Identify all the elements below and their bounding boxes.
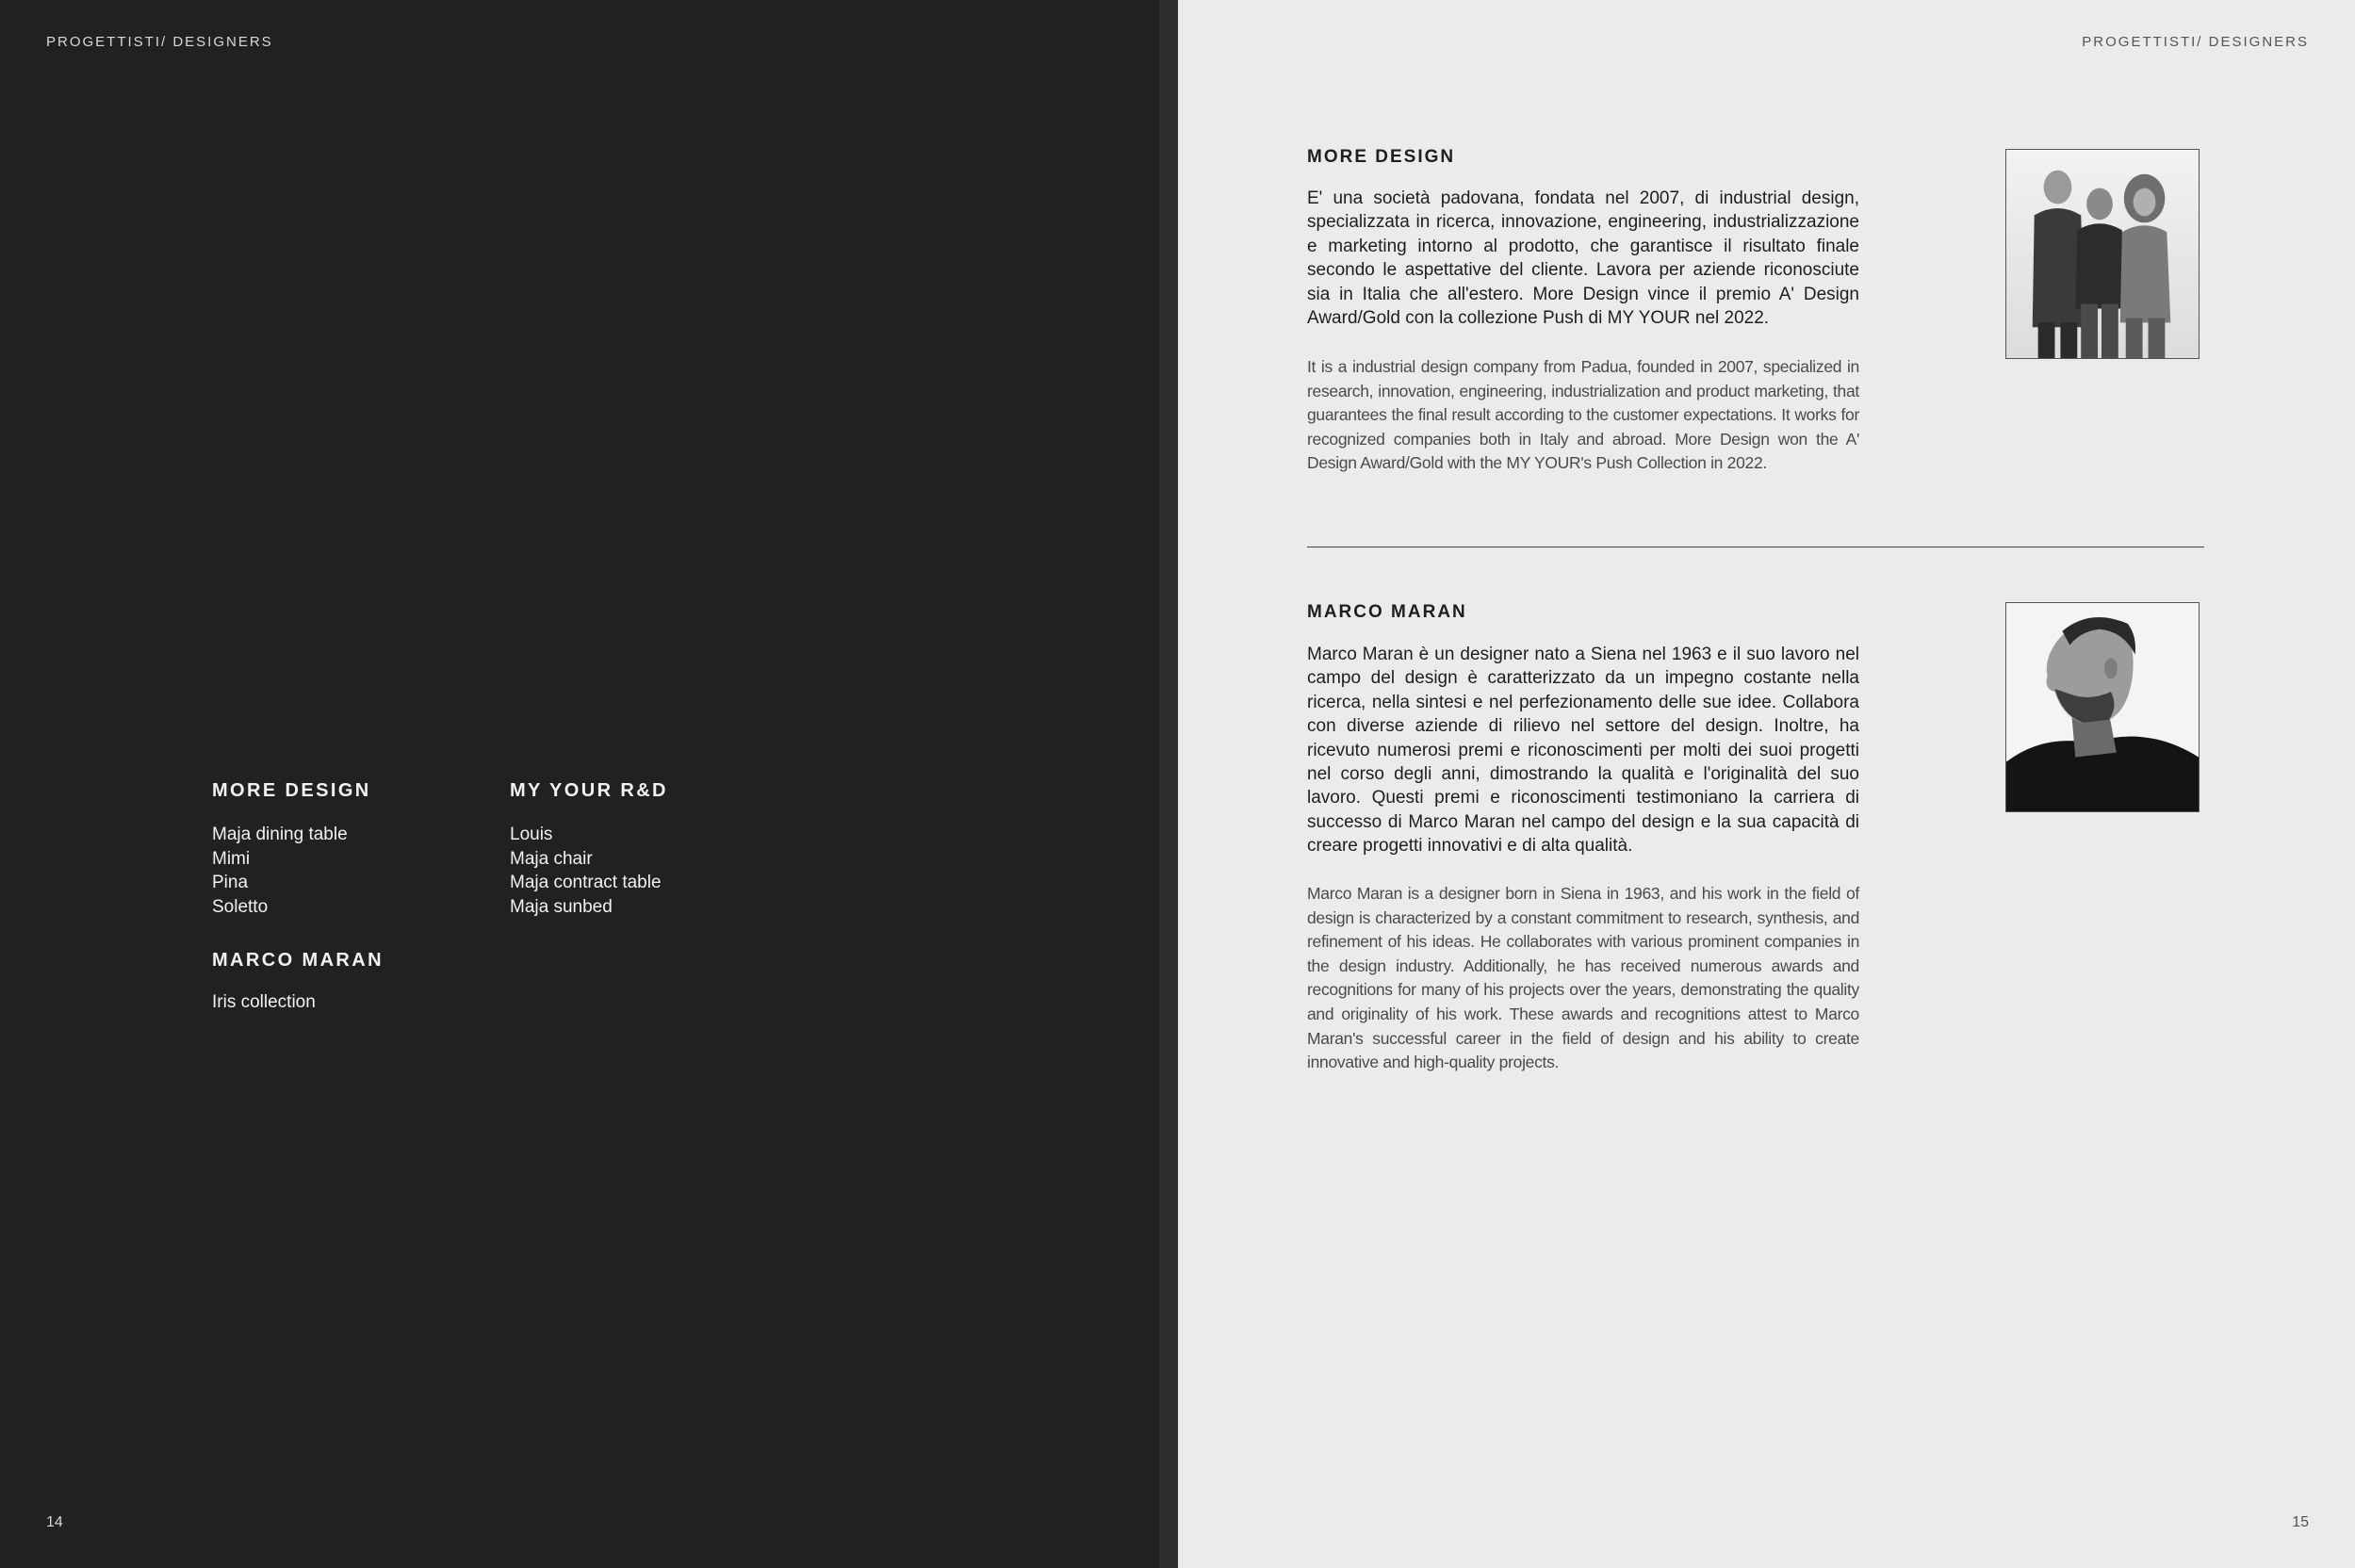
section-title-more-design: MORE DESIGN [1307,147,1456,167]
marco-maran-portrait [2005,602,2200,812]
product-list [212,990,384,1015]
page-number: 14 [46,1514,63,1530]
product-list [212,823,371,919]
product-item: Mimi [212,848,251,869]
index-column-my-your [510,780,668,919]
group-portrait-image [2006,150,2199,358]
index-column-more-design [212,780,371,919]
left-page [0,0,1159,1568]
product-item: Maja chair [510,848,593,869]
running-head: PROGETTISTI/ DESIGNERS [46,34,273,50]
page-number: 15 [2292,1514,2309,1530]
bio-english: Marco Maran is a designer born in Siena in 1963, and his work in the field of design is characterized by a constant commitment to research, synthesis, and refinement of his ideas. He collaborates with various prominent companies in the design industry. Additionally, he has received numerous awards and recognitions for many of his projects over the years, demonstrating the quality and originality of his work. These awards and recognitions attest to Marco Maran's successful career in the field of design and his ability to create innovative and high-quality projects. [1307,884,1859,1072]
product-item: Maja dining table [212,825,348,844]
spine-gutter [1159,0,1178,1568]
product-item: Soletto [212,896,269,917]
product-item: Pina [212,873,249,892]
more-design-team-photo [2005,149,2200,359]
index-heading: MY YOUR R&D [510,780,668,801]
index-heading: MORE DESIGN [212,780,371,801]
product-item: Iris collection [212,992,316,1012]
running-head: PROGETTISTI/ DESIGNERS [2082,34,2309,50]
index-heading: MARCO MARAN [212,950,384,971]
portrait-image [2006,603,2199,811]
right-page [1178,0,2355,1568]
product-item: Maja contract table [510,873,662,892]
product-list [510,823,668,919]
index-column-marco-maran [212,950,384,1015]
product-item: Louis [510,825,553,844]
product-item: Maja sunbed [510,896,613,917]
bio-italian: E' una società padovana, fondata nel 2007, di industrial design, specializzata in ricerca, innovazione, engineering, industrializzazione e marketing intorno al prodotto, che garantisce il risultato finale secondo le aspettative del cliente. Lavora per aziende riconosciute sia in Italia che all'estero. More Design vince il premio A' Design Award/Gold con la collezione Push di MY YOUR nel 2022. [1307,188,1859,329]
bio-english: It is a industrial design company from Padua, founded in 2007, specialized in research, innovation, engineering, industrialization and product marketing, that guarantees the final result according to the customer expectations. It works for recognized companies both in Italy and abroad. More Design won the A' Design Award/Gold with the MY YOUR's Push Collection in 2022. [1307,357,1859,473]
bio-italian: Marco Maran è un designer nato a Siena nel 1963 e il suo lavoro nel campo del design è caratterizzato da un impegno costante nella ricerca, nella sintesi e nel perfezionamento delle sue idee. Collabora con diverse aziende di rilievo nel settore del design. Inoltre, ha ricevuto numerosi premi e riconoscimenti per molti dei suoi progetti nel corso degli anni, dimostrando la qualità e l'originalità del suo lavoro. Questi premi e riconoscimenti testimoniano la carriera di successo di Marco Maran nel campo del design e la sua capacità di creare progetti innovativi e di alta qualità. [1307,645,1859,857]
section-title-marco-maran: MARCO MARAN [1307,602,1467,622]
